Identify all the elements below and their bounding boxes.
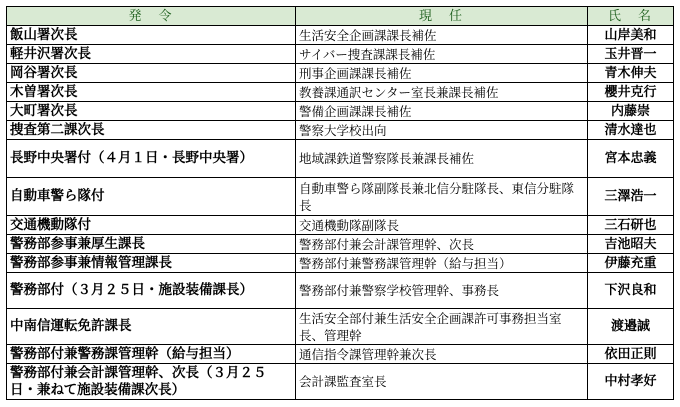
current-cell: サイバー捜査課課長補佐: [296, 45, 588, 64]
table-row: [7, 235, 674, 254]
posting-cell: 中南信運転免許課長: [7, 309, 296, 345]
current-cell: 通信指令課管理幹兼次長: [296, 345, 588, 364]
table-row: [7, 216, 674, 235]
name-cell: 吉池昭夫: [588, 235, 674, 254]
header-posting: 発 令: [7, 7, 296, 26]
table-row: [7, 273, 674, 309]
posting-cell: 自動車警ら隊付: [7, 178, 296, 216]
posting-cell: 岡谷署次長: [7, 64, 296, 83]
posting-cell: 木曽署次長: [7, 83, 296, 102]
posting-cell: 飯山署次長: [7, 26, 296, 45]
name-cell: 内藤崇: [588, 102, 674, 121]
posting-cell: 捜査第二課次長: [7, 121, 296, 140]
header-current: 現 任: [296, 7, 588, 26]
name-cell: 中村孝好: [588, 364, 674, 400]
table-row: [7, 45, 674, 64]
posting-cell: 長野中央署付（４月１日・長野中央署）: [7, 140, 296, 178]
name-cell: 青木伸夫: [588, 64, 674, 83]
table-row: [7, 64, 674, 83]
table-row: [7, 254, 674, 273]
current-cell: 警務部付兼警務課管理幹（給与担当）: [296, 254, 588, 273]
current-cell: 自動車警ら隊副隊長兼北信分駐隊長、東信分駐隊長: [296, 178, 588, 216]
table-row: [7, 364, 674, 400]
current-cell: 刑事企画課課長補佐: [296, 64, 588, 83]
posting-cell: 大町署次長: [7, 102, 296, 121]
posting-cell: 警務部付兼会計課管理幹、次長（３月２５日・兼ねて施設装備課次長）: [7, 364, 296, 400]
table-header-row: [7, 7, 674, 26]
posting-cell: 警務部参事兼情報管理課長: [7, 254, 296, 273]
name-cell: 清水達也: [588, 121, 674, 140]
name-cell: 玉井晋一: [588, 45, 674, 64]
table-row: [7, 345, 674, 364]
table-row: [7, 178, 674, 216]
table-row: [7, 140, 674, 178]
current-cell: 警務部付兼会計課管理幹、次長: [296, 235, 588, 254]
current-cell: 生活安全企画課課長補佐: [296, 26, 588, 45]
name-cell: 下沢良和: [588, 273, 674, 309]
posting-cell: 警務部参事兼厚生課長: [7, 235, 296, 254]
table-row: [7, 102, 674, 121]
name-cell: 山岸美和: [588, 26, 674, 45]
header-name: 氏 名: [588, 7, 674, 26]
current-cell: 生活安全部付兼生活安全企画課許可事務担当室長、管理幹: [296, 309, 588, 345]
posting-cell: 軽井沢署次長: [7, 45, 296, 64]
table-row: [7, 121, 674, 140]
current-cell: 会計課監査室長: [296, 364, 588, 400]
current-cell: 警察大学校出向: [296, 121, 588, 140]
name-cell: 櫻井克行: [588, 83, 674, 102]
table-row: [7, 26, 674, 45]
name-cell: 渡邉誠: [588, 309, 674, 345]
posting-cell: 警務部付（３月２５日・施設装備課長）: [7, 273, 296, 309]
current-cell: 警務部付兼警察学校管理幹、事務長: [296, 273, 588, 309]
current-cell: 教養課通訳センター室長兼課長補佐: [296, 83, 588, 102]
current-cell: 地域課鉄道警察隊長兼課長補佐: [296, 140, 588, 178]
table-row: [7, 309, 674, 345]
name-cell: 三石研也: [588, 216, 674, 235]
personnel-table: [6, 6, 674, 400]
table-row: [7, 83, 674, 102]
posting-cell: 交通機動隊付: [7, 216, 296, 235]
current-cell: 警備企画課課長補佐: [296, 102, 588, 121]
posting-cell: 警務部付兼警務課管理幹（給与担当）: [7, 345, 296, 364]
name-cell: 依田正則: [588, 345, 674, 364]
name-cell: 伊藤充重: [588, 254, 674, 273]
current-cell: 交通機動隊副隊長: [296, 216, 588, 235]
name-cell: 三澤浩一: [588, 178, 674, 216]
name-cell: 宮本忠義: [588, 140, 674, 178]
